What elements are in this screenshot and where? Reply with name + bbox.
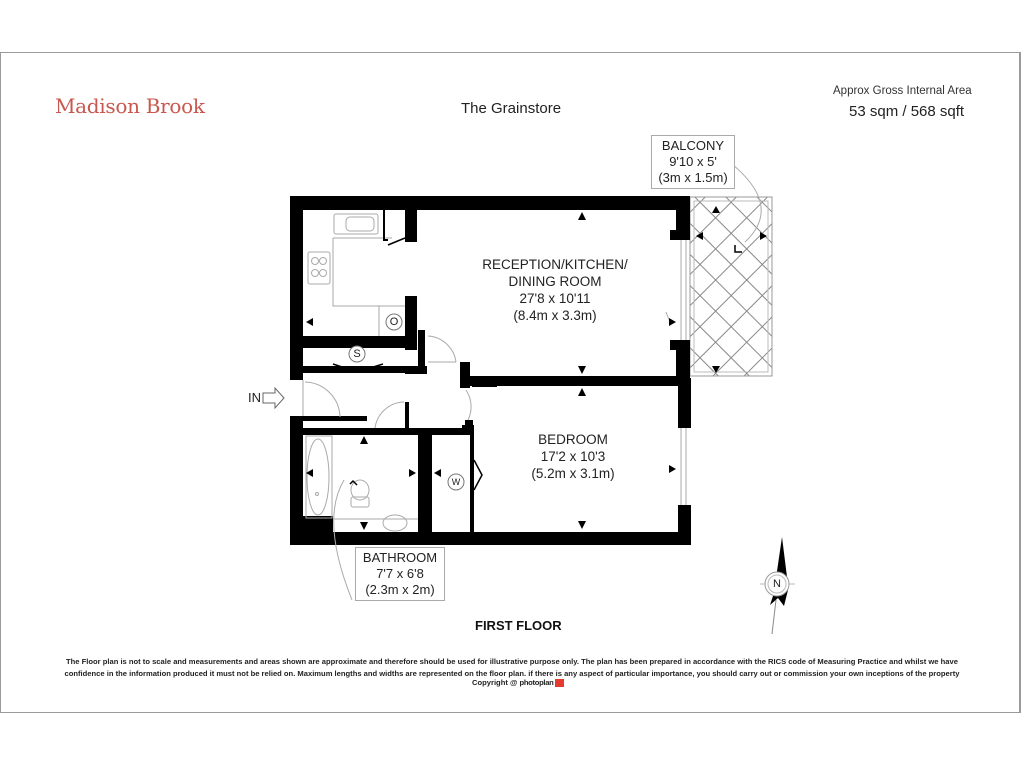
room-dimensions-imperial: 27'8 x 10'11 bbox=[519, 291, 591, 306]
room-dimensions-imperial: 9'10 x 5' bbox=[669, 154, 717, 169]
photoplan-logo: photoplan bbox=[519, 678, 554, 687]
entrance-label: IN bbox=[248, 390, 261, 405]
disclaimer-line-2: confidence in the information produced it must not be relied on. Maximum lengths and widths are represented on the floor plan. if there is any aspect of particular importance, you should carry out or commission your own inceptions of the property bbox=[64, 668, 960, 678]
property-title: The Grainstore bbox=[461, 100, 562, 117]
room-dimensions-metric: (3m x 1.5m) bbox=[658, 170, 728, 185]
photoplan-icon bbox=[555, 679, 564, 687]
wardrobe-symbol: W bbox=[451, 477, 461, 487]
area-value: 53 sqm / 568 sqft bbox=[849, 103, 965, 120]
room-dimensions-metric: (2.3m x 2m) bbox=[365, 582, 435, 597]
storage-symbol: S bbox=[353, 348, 361, 360]
copyright bbox=[472, 678, 564, 687]
room-name: BALCONY bbox=[661, 138, 725, 153]
disclaimer bbox=[40, 656, 984, 679]
brand-logo: Madison Brook bbox=[55, 94, 205, 118]
room-balcony bbox=[651, 135, 735, 189]
oven-symbol: O bbox=[389, 316, 399, 328]
room-dimensions-imperial: 17'2 x 10'3 bbox=[540, 449, 606, 464]
room-name: RECEPTION/KITCHEN/ bbox=[482, 257, 628, 272]
north-label: N bbox=[773, 578, 781, 590]
room-dimensions-metric: (5.2m x 3.1m) bbox=[531, 466, 615, 481]
room-dimensions-imperial: 7'7 x 6'8 bbox=[376, 566, 424, 581]
entrance-arrow-icon bbox=[263, 388, 284, 408]
room-dimensions-metric: (8.4m x 3.3m) bbox=[513, 308, 597, 323]
room-bathroom bbox=[355, 547, 445, 601]
floor-label: FIRST FLOOR bbox=[475, 618, 562, 633]
disclaimer-line-1: The Floor plan is not to scale and measurements and areas shown are approximate and therefore should be used for illustrative purpose only. The plan has been prepared in accordance with the RICS code of Measuring Practice and whilst we have bbox=[66, 657, 958, 666]
copyright-prefix: Copyright @ bbox=[472, 678, 518, 687]
area-label: Approx Gross Internal Area bbox=[833, 85, 972, 97]
room-reception bbox=[470, 256, 640, 324]
room-bedroom bbox=[510, 431, 636, 482]
room-name: BATHROOM bbox=[362, 550, 438, 565]
room-name: BEDROOM bbox=[538, 432, 608, 447]
room-name-line2: DINING ROOM bbox=[508, 274, 602, 289]
